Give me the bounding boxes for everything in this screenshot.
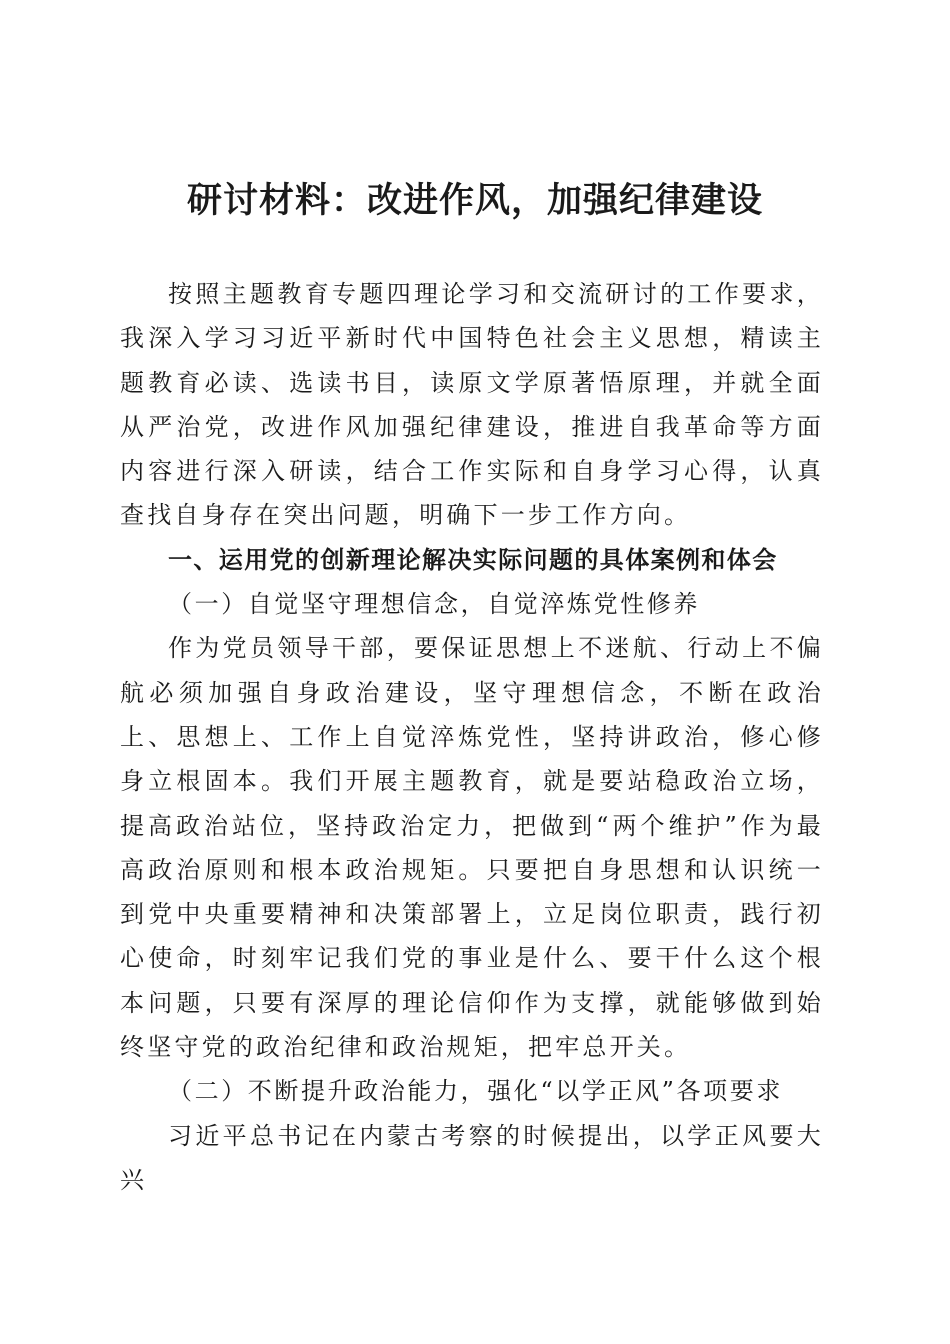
- subsection-heading-2: （二）不断提升政治能力，强化“以学正风”各项要求: [168, 1077, 783, 1106]
- subsection-1-paragraph: 作为党员领导干部，要保证思想上不迷航、行动上不偏航必须加强自身政治建设，坚守理想信念，不断在政治上、思想上、工作上自觉淬炼党性，坚持讲政治，修心修身立根固本。我们开展主题教育，就是要站稳政治立场，提高政治站位，坚持政治定力，把做到“两个维护”作为最高政治原则和根本政治规矩。只要把自身思想和认识统一到党中央重要精神和决策部署上，立足岗位职责，践行初心使命，时刻牢记我们党的事业是什么、要干什么这个根本问题，只要有深厚的理论信仰作为支撑，就能够做到始终坚守党的政治纪律和政治规矩，把牢总开关。: [120, 634, 824, 1062]
- subsection-2-paragraph: 习近平总书记在内蒙古考察的时候提出，以学正风要大兴: [120, 1121, 824, 1194]
- subsection-heading-1: （一）自觉坚守理想信念，自觉淬炼党性修养: [168, 590, 700, 619]
- intro-paragraph: 按照主题教育专题四理论学习和交流研讨的工作要求，我深入学习习近平新时代中国特色社会主义思想，精读主题教育必读、选读书目，读原文学原著悟原理，并就全面从严治党，改进作风加强纪律建设，推进自我革命等方面内容进行深入研读，结合工作实际和自身学习心得，认真查找自身存在突出问题，明确下一步工作方向。: [120, 280, 824, 530]
- section-heading-1: 一、运用党的创新理论解决实际问题的具体案例和体会: [168, 544, 778, 574]
- document-body: [120, 272, 824, 1202]
- document-title: 研讨材料：改进作风，加强纪律建设: [186, 180, 763, 221]
